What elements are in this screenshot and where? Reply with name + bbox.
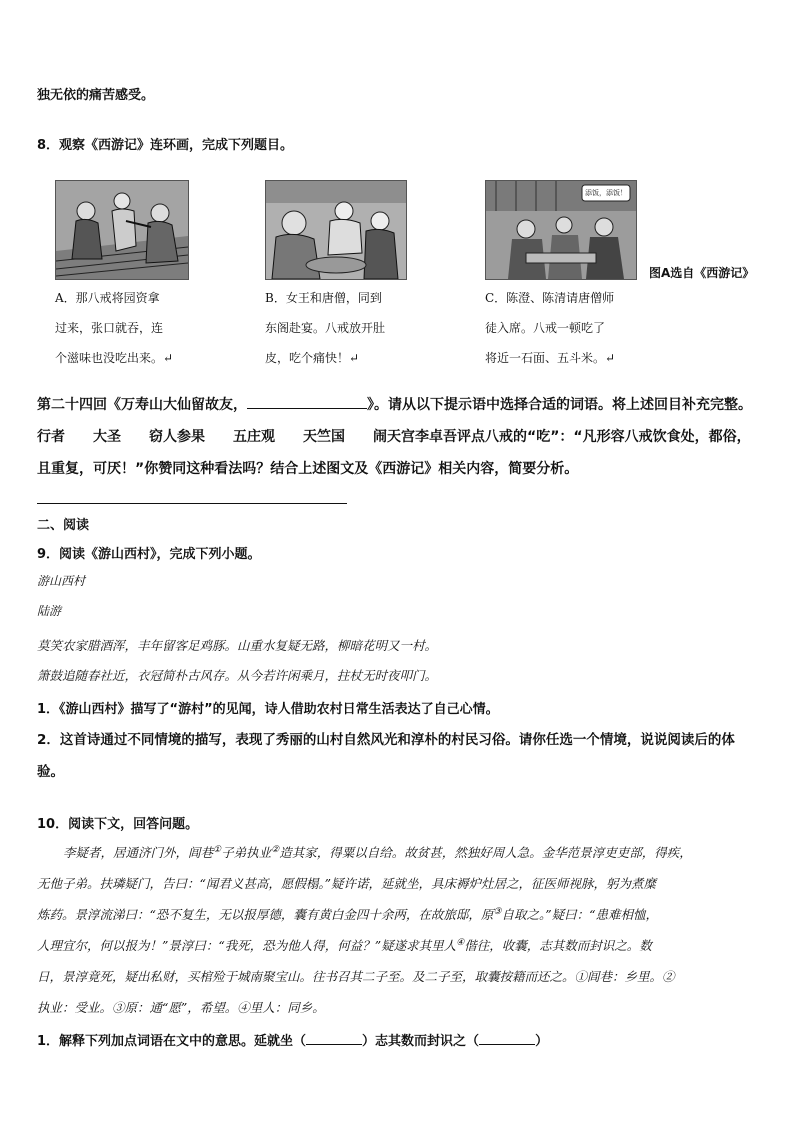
passage-line-5: 日，景淳竟死，疑出私财，买棺殓于城南聚宝山。往书召其二子至。及二子至，取囊按籍而还之。①闾巷：乡里。② <box>37 969 675 984</box>
poem-title: 游山西村 <box>37 574 86 588</box>
passage-line-2: 无他子弟。扶璘疑门，告曰：“闻君义甚高，愿假榻。”疑许诺，延就坐，具床褥炉灶居之，征医师视脉，躬为煮糜 <box>37 876 657 891</box>
q9-sub-1: 1．《游山西村》描写了“游村”的见闻，诗人借助农村日常生活表达了自己心情。 <box>37 702 499 717</box>
q9-sub-2-a: 2．这首诗通过不同情境的描写，表现了秀丽的山村自然风光和淳朴的村民习俗。请你任选一个情境，说说阅读后的体 <box>37 732 735 748</box>
figure-source-note: 图A选自《西游记》 <box>649 266 755 280</box>
q8-line-1: 第二十四回《万寿山大仙留故友， 》。请从以下提示语中选择合适的词语。将上述回目补充完整。 <box>37 394 762 414</box>
passage-line-3: 炼药。景淳流涕曰：“恐不复生，无以报厚德，囊有黄白金四十余两，在故旅邸，原③自取之。”疑曰：“患难相恤， <box>37 906 659 922</box>
passage-footnotes: 执业：受业。③原：通“愿”，希望。④里人：同乡。 <box>37 1000 325 1015</box>
caption-c: C．陈澄、陈清请唐僧师 徒入席。八戒一顿吃了 将近一石面、五斗米。↵ <box>485 291 616 365</box>
poem-line-1: 莫笑农家腊酒浑，丰年留客足鸡豚。山重水复疑无路，柳暗花明又一村。 <box>37 638 438 653</box>
q8-title: 8．观察《西游记》连环画，完成下列题目。 <box>37 138 294 153</box>
blank-yan-jiu-zuo[interactable] <box>306 1030 362 1045</box>
q8-answer-blank[interactable] <box>247 394 367 409</box>
comic-panel-c <box>485 180 637 280</box>
blank-zhi-qi-shu[interactable] <box>479 1030 535 1045</box>
section-2-heading: 二、阅读 <box>37 518 90 533</box>
q10-sub-1: 1．解释下列加点词语在文中的意思。延就坐（ ）志其数而封识之（ ） <box>37 1030 762 1049</box>
poem-line-2: 箫鼓追随春社近，衣冠简朴古风存。从今若许闲乘月，拄杖无时夜叩门。 <box>37 668 438 683</box>
comic-panel-b <box>265 180 407 280</box>
intro-line: 独无依的痛苦感受。 <box>37 88 155 103</box>
comic-panel-a <box>55 180 189 280</box>
comic-speech-bubble: 添饭，添饭！ <box>585 189 627 197</box>
q10-title: 10．阅读下文，回答问题。 <box>37 817 199 832</box>
caption-a: A．那八戒将园资拿 过来，张口就吞，连 个滋味也没吃出来。↵ <box>55 291 174 365</box>
q9-title: 9．阅读《游山西村》，完成下列小题。 <box>37 547 261 562</box>
answer-line[interactable] <box>37 503 347 504</box>
q8-line-3: 且重复，可厌！”你赞同这种看法吗？结合上述图文及《西游记》相关内容，简要分析。 <box>37 461 579 477</box>
q9-sub-2-b: 验。 <box>37 764 64 780</box>
caption-b: B．女王和唐僧，同到 东阁赴宴。八戒放开肚 皮，吃个痛快！↵ <box>265 291 386 365</box>
passage-line-1: 李疑者，居通济门外，闾巷①子弟执业②造其家，得粟以自给。故贫甚，然独好周人急。金华范景淳吏吏部，得疾， <box>63 844 692 860</box>
passage-line-4: 人理宜尔，何以报为！”景淳曰：“我死，恐为他人得，何益？”疑遂求其里人④偕往，收囊，志其数而封识之。数 <box>37 937 652 953</box>
poem-author: 陆游 <box>37 604 62 618</box>
q8-line-2: 行者 大圣 窃人参果 五庄观 天竺国 闹天宫李卓吾评点八戒的“吃”：“凡形容八戒饮食处，都俗， <box>37 429 751 445</box>
